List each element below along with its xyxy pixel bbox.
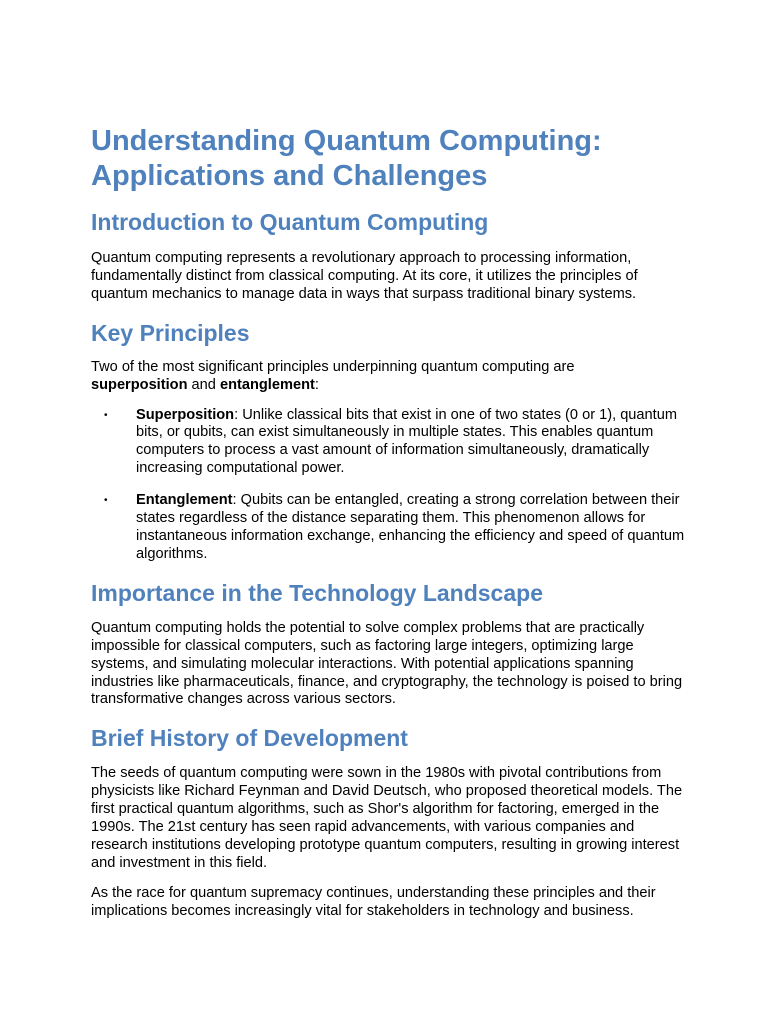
heading-introduction: Introduction to Quantum Computing xyxy=(91,209,489,235)
list-item-superposition xyxy=(91,407,691,479)
principles-list xyxy=(91,407,691,564)
paragraph-history-1: The seeds of quantum computing were sown in the 1980s with pivotal contributions from physicists like Richard Feynman and David Deutsch, who proposed theoretical models. The first practical quantum algorithms, such as Shor's algorithm for factoring, emerged in the 1990s. The 21st century has seen rapid advancements, with various companies and research institutions developing prototype quantum computers, resulting in growing interest and investment in this field. xyxy=(91,765,683,871)
document-title: Understanding Quantum Computing: Applications and Challenges xyxy=(91,125,602,192)
lead-text: Two of the most significant principles underpinning quantum computing are xyxy=(91,358,575,375)
paragraph-introduction: Quantum computing represents a revolutionary approach to processing information, fundamentally distinct from classical computing. At its core, it utilizes the principles of quantum mechanics to manage data in ways that surpass traditional binary systems. xyxy=(91,250,638,302)
paragraph-key-principles-lead xyxy=(91,359,691,395)
heading-key-principles: Key Principles xyxy=(91,319,250,346)
paragraph-history-2: As the race for quantum supremacy continues, understanding these principles and their implications becomes increasingly vital for stakeholders in technology and business. xyxy=(91,884,656,919)
lead-end: : xyxy=(314,376,319,393)
bullet-icon: • xyxy=(104,495,108,507)
heading-history: Brief History of Development xyxy=(91,725,408,752)
bullet-text: : Qubits can be entangled, creating a strong correlation between their states regardless of the distance separating them. This phenomenon allows for instantaneous information exchange, enhancing the efficiency and speed of quantum algorithms. xyxy=(136,492,685,562)
bullet-text: : Unlike classical bits that exist in one of two states (0 or 1), quantum bits, or qubits, can exist simultaneously in multiple states. This enables quantum computers to process a vast amount of information simultaneously, dramatically increasing computational power. xyxy=(136,406,677,477)
bullet-term: Entanglement xyxy=(136,492,233,509)
paragraph-importance: Quantum computing holds the potential to solve complex problems that are practically impossible for classical computers, such as factoring large integers, optimizing large systems, and simulating molecular interactions. With potential applications spanning industries like pharmaceuticals, finance, and cryptography, the technology is poised to bring transformative changes across various sectors. xyxy=(91,619,683,708)
term-superposition: superposition xyxy=(91,376,188,393)
bullet-icon: • xyxy=(104,409,108,421)
heading-importance: Importance in the Technology Landscape xyxy=(91,579,543,606)
lead-conjunction: and xyxy=(191,376,216,393)
bullet-term: Superposition xyxy=(136,406,235,423)
list-item-entanglement xyxy=(91,492,691,564)
term-entanglement: entanglement xyxy=(219,376,315,393)
document-page xyxy=(91,124,691,921)
